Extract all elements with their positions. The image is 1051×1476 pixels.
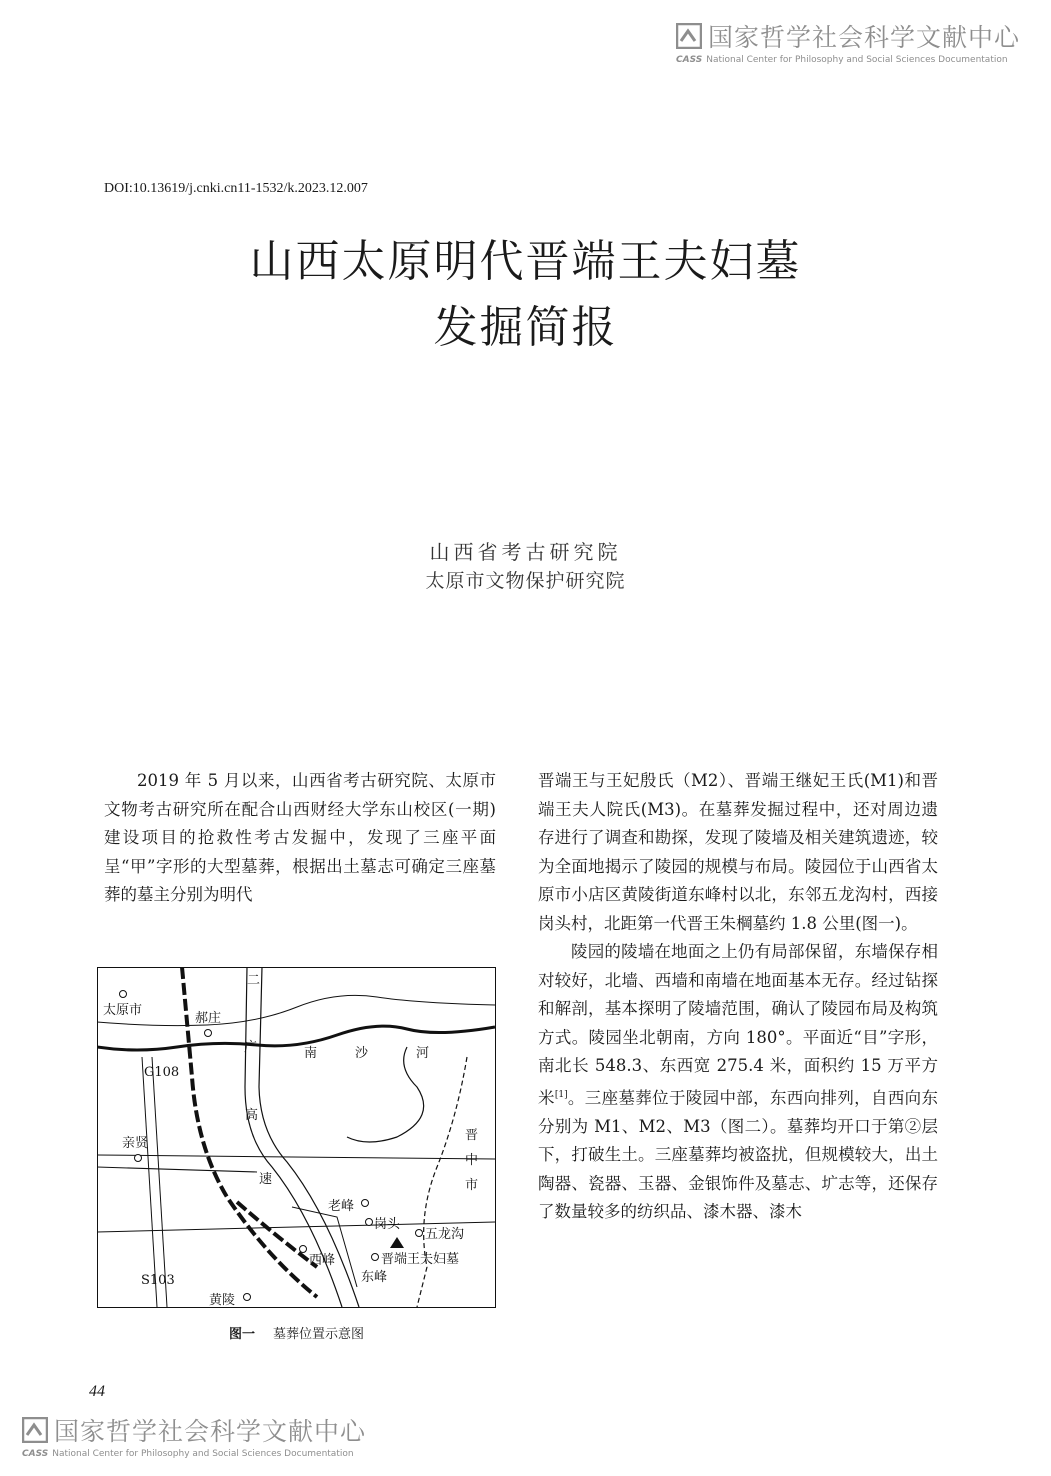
cemetery-wall-paragraph — [538, 938, 938, 1227]
label-gao: 高 — [245, 1108, 259, 1123]
figure-caption — [97, 1323, 496, 1342]
intro-paragraph: 2019 年 5 月以来，山西省考古研究院、太原市文物考古研究所在配合山西财经大学东山校区(一期)建设项目的抢救性考古发掘中，发现了三座平面呈“甲”字形的大型墓葬，根据出土墓志可确定三座墓葬的墓主分别为明代 — [104, 771, 496, 904]
left-column — [104, 767, 496, 910]
page-number: 44 — [89, 1383, 105, 1400]
figure-caption-text: 墓葬位置示意图 — [273, 1327, 365, 1342]
label-tomb: 晋端王夫妇墓 — [381, 1252, 460, 1267]
label-sha: 沙 — [355, 1046, 369, 1061]
label-su: 速 — [259, 1172, 273, 1187]
label-nan: 南 — [304, 1046, 318, 1061]
author-affiliation-1: 山西省考古研究院 — [429, 540, 622, 564]
article-title-line1: 山西太原明代晋端王夫妇墓 — [249, 236, 802, 287]
label-guang: 广 — [244, 1040, 258, 1055]
label-shi: 市 — [465, 1178, 479, 1193]
author-affiliation-2: 太原市文物保护研究院 — [425, 570, 626, 592]
watermark-cn-text: 国家哲学社会科学文献中心 — [708, 23, 1021, 52]
label-laofeng: 老峰 — [328, 1199, 355, 1214]
watermark-en-text: National Center for Philosophy and Social Sciences Documentation — [52, 1449, 354, 1459]
watermark-en-line — [22, 1449, 382, 1459]
footnote-ref[interactable]: [1] — [554, 1089, 568, 1100]
label-dongfeng: 东峰 — [361, 1270, 388, 1285]
label-qinxian: 亲贤 — [122, 1136, 149, 1151]
label-s103: S103 — [141, 1273, 175, 1288]
watermark-footer — [22, 1412, 382, 1459]
label-haozhuang: 郝庄 — [195, 1011, 222, 1026]
label-jin: 晋 — [465, 1128, 479, 1143]
cass-logo-icon — [676, 23, 702, 49]
watermark-en-line — [676, 55, 1036, 65]
paragraph-part-b: 。三座墓葬位于陵园中部，东西向排列，自西向东分别为 M1、M2、M3（图二）。墓葬均开口于第②层下，打破生土。三座墓葬均被盗扰，但规模较大，出土陶器、瓷器、玉器、金银饰件及墓志、圹志等，还保存了数量较多的纺织品、漆木器、漆木 — [538, 1088, 939, 1221]
cass-logo-icon — [22, 1417, 48, 1443]
watermark-en-text: National Center for Philosophy and Social Sciences Documentation — [706, 55, 1008, 65]
figure-caption-label: 图一 — [228, 1327, 255, 1342]
watermark-cn-text: 国家哲学社会科学文献中心 — [54, 1417, 367, 1446]
doi: DOI:10.13619/j.cnki.cn11-1532/k.2023.12.007 — [104, 181, 368, 196]
figure-location-map — [97, 967, 496, 1309]
map-svg — [97, 967, 496, 1309]
label-er: 二 — [247, 973, 261, 988]
watermark-brand: CASS — [676, 55, 703, 65]
paragraph-part-a: 陵园的陵墙在地面之上仍有局部保留，东墙保存相对较好，北墙、西墙和南墙在地面基本无存。经过钻探和解剖，基本探明了陵墙范围，确认了陵园布局及构筑方式。陵园坐北朝南，方向 180°。平面近“目”字形，南北长 548.3、东西宽 275.4 米，面积约 15 万平方米 — [538, 942, 938, 1107]
label-wulonggou: 五龙沟 — [425, 1227, 465, 1242]
label-g108: G108 — [144, 1065, 180, 1080]
watermark-brand: CASS — [22, 1449, 49, 1459]
label-huangling: 黄陵 — [209, 1293, 236, 1308]
continued-paragraph: 晋端王与王妃殷氏（M2）、晋端王继妃王氏(M1)和晋端王夫人院氏(M3)。在墓葬发掘过程中，还对周边遗存进行了调查和勘探，发现了陵墙及相关建筑遗迹，较为全面地揭示了陵园的规模与布局。陵园位于山西省太原市小店区黄陵街道东峰村以北，东邻五龙沟村，西接岗头村，北距第一代晋王朱棡墓约 1.8 公里(图一)。 — [538, 771, 938, 933]
label-zhong: 中 — [465, 1153, 479, 1168]
watermark-header — [676, 18, 1036, 65]
right-column — [538, 767, 938, 1227]
article-title-line2: 发掘简报 — [433, 302, 618, 353]
label-taiyuan: 太原市 — [103, 1003, 143, 1018]
label-he: 河 — [416, 1046, 430, 1061]
label-gangtou: 岗头 — [374, 1217, 401, 1232]
label-xifeng: 西峰 — [309, 1253, 336, 1268]
